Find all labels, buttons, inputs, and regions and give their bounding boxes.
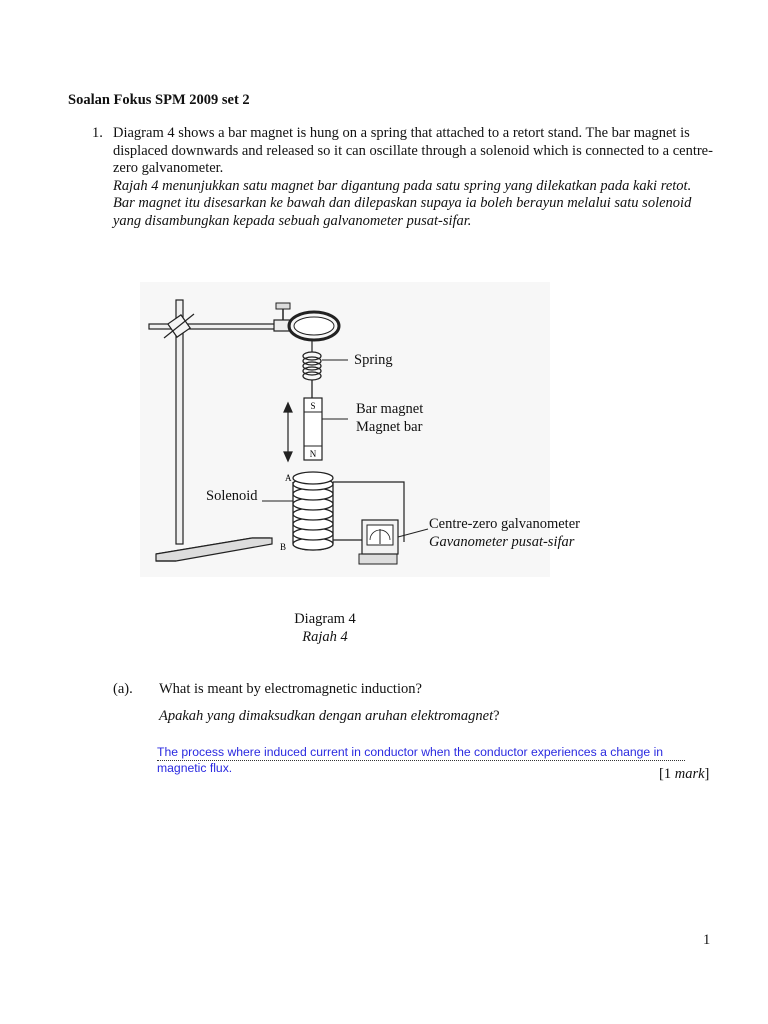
galvanometer-label-malay: Gavanometer pusat-sifar — [429, 534, 575, 550]
solenoid — [293, 472, 333, 550]
marks-allocation — [659, 766, 709, 783]
page-number: 1 — [703, 932, 711, 948]
part-a-question-english: What is meant by electromagnetic induction? — [159, 681, 422, 697]
question-stem — [113, 125, 713, 230]
galvanometer — [359, 520, 398, 564]
diagram-caption — [240, 611, 410, 646]
marks-close: ] — [704, 766, 710, 782]
point-b-label: B — [280, 542, 287, 552]
question-number: 1. — [92, 125, 103, 141]
question-text-english: Diagram 4 shows a bar magnet is hung on a spring that attached to a retort stand. The bar magnet is displaced downwards and released so it can oscillate through a solenoid which is connected to a centre-zero galvanometer. — [113, 125, 713, 176]
magnet-bar-label: Magnet bar — [356, 419, 423, 435]
north-pole-label: N — [309, 449, 317, 459]
caption-malay: Rajah 4 — [302, 628, 348, 645]
marks-open: [1 — [659, 766, 675, 782]
solenoid-label: Solenoid — [206, 488, 258, 504]
part-a-question-mark: ? — [493, 708, 500, 724]
galvanometer-label: Centre-zero galvanometer — [429, 516, 580, 532]
part-a-label: (a). — [113, 681, 133, 697]
spring-label: Spring — [354, 352, 393, 368]
part-a-question-malay: Apakah yang dimaksudkan dengan aruhan elektromagnet — [159, 708, 494, 724]
bar-magnet-label: Bar magnet — [356, 401, 424, 417]
bar-magnet — [304, 398, 322, 460]
question-text-malay: Rajah 4 menunjukkan satu magnet bar digantung pada satu spring yang dilekatkan pada kaki retot. Bar magnet itu disesarkan ke bawah dan dilepaskan supaya ia boleh berayun melalui satu solenoid yang disambungkan kepada sebuah galvanometer pusat-sifar. — [113, 177, 692, 229]
marks-word: mark — [674, 766, 705, 782]
part-a-question — [159, 681, 719, 735]
document-title: Soalan Fokus SPM 2009 set 2 — [68, 92, 250, 108]
part-a-question-malay-line — [159, 708, 719, 725]
south-pole-label: S — [310, 401, 316, 411]
caption-english: Diagram 4 — [294, 611, 356, 627]
point-a-label: A — [285, 473, 292, 483]
answer-text[interactable]: The process where induced current in conductor when the conductor experiences a change in magnetic flux. — [157, 745, 664, 775]
